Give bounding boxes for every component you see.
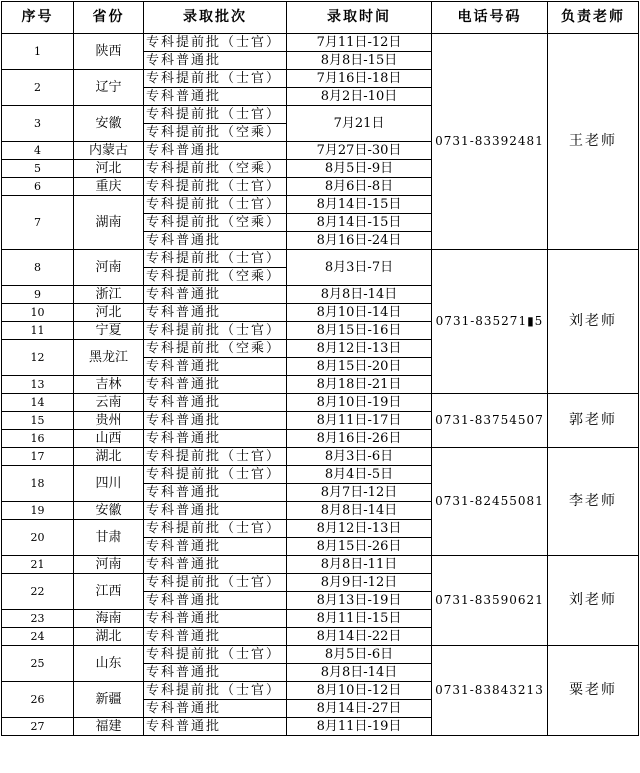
province-cell: 贵州 (74, 412, 144, 430)
date-cell: 8月2日-10日 (287, 88, 432, 106)
province-cell: 新疆 (74, 682, 144, 718)
batch-cell: 专科普通批 (144, 502, 287, 520)
province-cell: 黑龙江 (74, 340, 144, 376)
batch-cell: 专科提前批（空乘） (144, 268, 287, 286)
batch-cell: 专科普通批 (144, 556, 287, 574)
province-cell: 云南 (74, 394, 144, 412)
table-row (2, 34, 639, 52)
phone-cell: 0731-82455081 (432, 448, 548, 556)
batch-cell: 专科提前批（士官） (144, 322, 287, 340)
admission-schedule-table (1, 1, 639, 736)
row-number: 8 (2, 250, 74, 286)
date-cell: 8月9日-12日 (287, 574, 432, 592)
header-no: 序号 (2, 2, 74, 34)
row-number: 12 (2, 340, 74, 376)
date-cell: 8月8日-15日 (287, 52, 432, 70)
date-cell: 8月10日-19日 (287, 394, 432, 412)
row-number: 11 (2, 322, 74, 340)
header-phone: 电话号码 (432, 2, 548, 34)
header-province: 省份 (74, 2, 144, 34)
date-cell: 8月16日-24日 (287, 232, 432, 250)
date-cell: 8月8日-14日 (287, 502, 432, 520)
batch-cell: 专科普通批 (144, 484, 287, 502)
batch-cell: 专科提前批（士官） (144, 466, 287, 484)
header-batch: 录取批次 (144, 2, 287, 34)
batch-cell: 专科提前批（空乘） (144, 160, 287, 178)
batch-cell: 专科普通批 (144, 232, 287, 250)
teacher-cell: 刘老师 (548, 556, 639, 646)
date-cell: 7月16日-18日 (287, 70, 432, 88)
row-number: 17 (2, 448, 74, 466)
province-cell: 安徽 (74, 106, 144, 142)
batch-cell: 专科提前批（士官） (144, 574, 287, 592)
table-row (2, 250, 639, 268)
batch-cell: 专科普通批 (144, 358, 287, 376)
row-number: 22 (2, 574, 74, 610)
header-teacher: 负责老师 (548, 2, 639, 34)
teacher-cell: 王老师 (548, 34, 639, 250)
batch-cell: 专科提前批（空乘） (144, 340, 287, 358)
table-row (2, 646, 639, 664)
batch-cell: 专科提前批（士官） (144, 646, 287, 664)
date-cell: 8月11日-15日 (287, 610, 432, 628)
batch-cell: 专科普通批 (144, 718, 287, 736)
batch-cell: 专科提前批（士官） (144, 106, 287, 124)
batch-cell: 专科提前批（空乘） (144, 124, 287, 142)
province-cell: 山西 (74, 430, 144, 448)
date-cell: 8月14日-15日 (287, 214, 432, 232)
province-cell: 辽宁 (74, 70, 144, 106)
batch-cell: 专科普通批 (144, 376, 287, 394)
row-number: 1 (2, 34, 74, 70)
batch-cell: 专科普通批 (144, 700, 287, 718)
batch-cell: 专科普通批 (144, 88, 287, 106)
row-number: 6 (2, 178, 74, 196)
phone-cell: 0731-83843213 (432, 646, 548, 736)
province-cell: 安徽 (74, 502, 144, 520)
province-cell: 浙江 (74, 286, 144, 304)
date-cell: 8月10日-14日 (287, 304, 432, 322)
date-cell: 8月15日-20日 (287, 358, 432, 376)
row-number: 19 (2, 502, 74, 520)
batch-cell: 专科普通批 (144, 538, 287, 556)
table-row (2, 448, 639, 466)
date-cell: 7月11日-12日 (287, 34, 432, 52)
date-cell: 8月3日-7日 (287, 250, 432, 286)
date-cell: 8月7日-12日 (287, 484, 432, 502)
batch-cell: 专科普通批 (144, 142, 287, 160)
row-number: 13 (2, 376, 74, 394)
province-cell: 湖南 (74, 196, 144, 250)
batch-cell: 专科提前批（士官） (144, 196, 287, 214)
phone-cell: 0731-835271▮5 (432, 250, 548, 394)
table-body (2, 34, 639, 736)
date-cell: 7月21日 (287, 106, 432, 142)
date-cell: 8月13日-19日 (287, 592, 432, 610)
province-cell: 四川 (74, 466, 144, 502)
row-number: 9 (2, 286, 74, 304)
row-number: 27 (2, 718, 74, 736)
province-cell: 重庆 (74, 178, 144, 196)
date-cell: 8月8日-14日 (287, 664, 432, 682)
date-cell: 8月11日-19日 (287, 718, 432, 736)
batch-cell: 专科提前批（士官） (144, 34, 287, 52)
date-cell: 8月14日-27日 (287, 700, 432, 718)
date-cell: 8月8日-11日 (287, 556, 432, 574)
province-cell: 甘肃 (74, 520, 144, 556)
phone-cell: 0731-83590621 (432, 556, 548, 646)
batch-cell: 专科提前批（士官） (144, 178, 287, 196)
batch-cell: 专科普通批 (144, 592, 287, 610)
teacher-cell: 刘老师 (548, 250, 639, 394)
row-number: 15 (2, 412, 74, 430)
batch-cell: 专科提前批（士官） (144, 70, 287, 88)
row-number: 21 (2, 556, 74, 574)
batch-cell: 专科普通批 (144, 286, 287, 304)
date-cell: 8月5日-9日 (287, 160, 432, 178)
date-cell: 8月12日-13日 (287, 340, 432, 358)
row-number: 14 (2, 394, 74, 412)
teacher-cell: 郭老师 (548, 394, 639, 448)
province-cell: 河南 (74, 556, 144, 574)
table-row (2, 556, 639, 574)
batch-cell: 专科普通批 (144, 628, 287, 646)
row-number: 23 (2, 610, 74, 628)
province-cell: 内蒙古 (74, 142, 144, 160)
row-number: 26 (2, 682, 74, 718)
province-cell: 山东 (74, 646, 144, 682)
date-cell: 8月11日-17日 (287, 412, 432, 430)
row-number: 2 (2, 70, 74, 106)
date-cell: 8月16日-26日 (287, 430, 432, 448)
date-cell: 8月14日-15日 (287, 196, 432, 214)
date-cell: 8月15日-16日 (287, 322, 432, 340)
province-cell: 湖北 (74, 628, 144, 646)
row-number: 18 (2, 466, 74, 502)
row-number: 5 (2, 160, 74, 178)
province-cell: 湖北 (74, 448, 144, 466)
province-cell: 河北 (74, 304, 144, 322)
province-cell: 海南 (74, 610, 144, 628)
province-cell: 江西 (74, 574, 144, 610)
batch-cell: 专科普通批 (144, 430, 287, 448)
batch-cell: 专科普通批 (144, 394, 287, 412)
table-row (2, 394, 639, 412)
row-number: 24 (2, 628, 74, 646)
row-number: 3 (2, 106, 74, 142)
batch-cell: 专科提前批（空乘） (144, 214, 287, 232)
province-cell: 河北 (74, 160, 144, 178)
date-cell: 8月5日-6日 (287, 646, 432, 664)
date-cell: 8月10日-12日 (287, 682, 432, 700)
date-cell: 8月12日-13日 (287, 520, 432, 538)
date-cell: 8月4日-5日 (287, 466, 432, 484)
batch-cell: 专科提前批（士官） (144, 520, 287, 538)
header-date: 录取时间 (287, 2, 432, 34)
date-cell: 8月8日-14日 (287, 286, 432, 304)
teacher-cell: 李老师 (548, 448, 639, 556)
batch-cell: 专科普通批 (144, 610, 287, 628)
batch-cell: 专科提前批（士官） (144, 448, 287, 466)
province-cell: 福建 (74, 718, 144, 736)
row-number: 4 (2, 142, 74, 160)
row-number: 7 (2, 196, 74, 250)
phone-cell: 0731-83392481 (432, 34, 548, 250)
row-number: 16 (2, 430, 74, 448)
teacher-cell: 粟老师 (548, 646, 639, 736)
header-row (2, 2, 639, 34)
date-cell: 8月3日-6日 (287, 448, 432, 466)
batch-cell: 专科普通批 (144, 664, 287, 682)
batch-cell: 专科普通批 (144, 52, 287, 70)
province-cell: 宁夏 (74, 322, 144, 340)
date-cell: 8月14日-22日 (287, 628, 432, 646)
province-cell: 吉林 (74, 376, 144, 394)
batch-cell: 专科提前批（士官） (144, 682, 287, 700)
batch-cell: 专科提前批（士官） (144, 250, 287, 268)
date-cell: 8月15日-26日 (287, 538, 432, 556)
date-cell: 8月18日-21日 (287, 376, 432, 394)
date-cell: 8月6日-8日 (287, 178, 432, 196)
row-number: 10 (2, 304, 74, 322)
row-number: 20 (2, 520, 74, 556)
batch-cell: 专科普通批 (144, 304, 287, 322)
date-cell: 7月27日-30日 (287, 142, 432, 160)
province-cell: 陕西 (74, 34, 144, 70)
row-number: 25 (2, 646, 74, 682)
batch-cell: 专科普通批 (144, 412, 287, 430)
phone-cell: 0731-83754507 (432, 394, 548, 448)
province-cell: 河南 (74, 250, 144, 286)
